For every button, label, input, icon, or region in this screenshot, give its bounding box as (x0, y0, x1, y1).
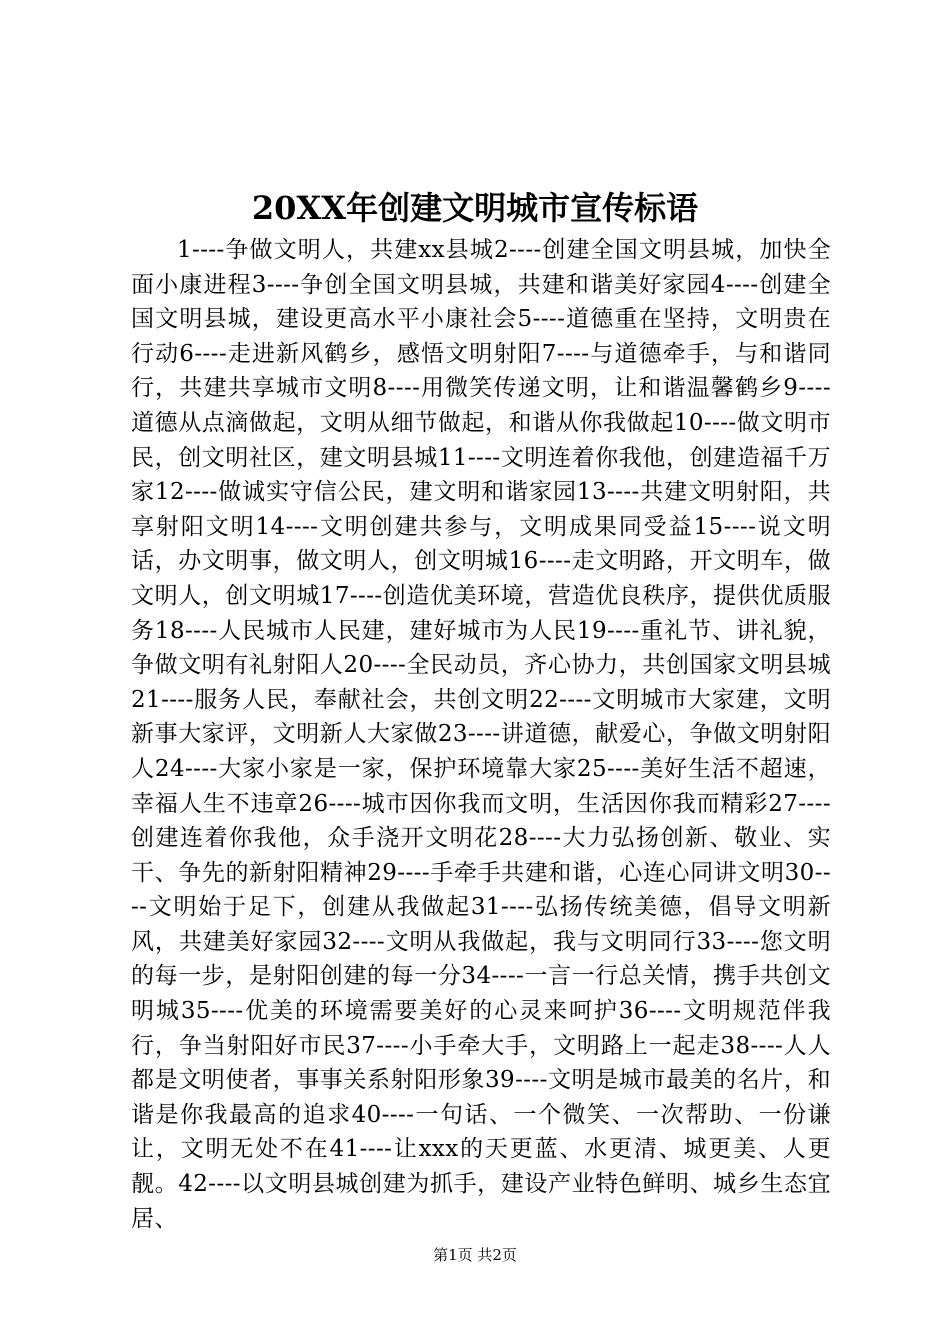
document-title: 20XX年创建文明城市宣传标语 (251, 189, 699, 227)
document-body: 1----争做文明人，共建xx县城2----创建全国文明县城，加快全面小康进程3----争创全国文明县城，共建和谐美好家园4----创建全国文明县城，建设更高水平小康社会5----道德重在坚持，文明贵在行动6----走进新风鹤乡，感悟文明射阳7----与道德牵手，与和谐同行，共建共享城市文明8----用微笑传递文明，让和谐温馨鹤乡9----道德从点滴做起，文明从细节做起，和谐从你我做起10----做文明市民，创文明社区，建文明县城11----文明连着你我他，创建造福千万家12----做诚实守信公民，建文明和谐家园13----共建文明射阳，共享射阳文明14----文明创建共参与，文明成果同受益15----说文明话，办文明事，做文明人，创文明城16----走文明路，开文明车，做文明人，创文明城17----创造优美环境，营造优良秩序，提供优质服务18----人民城市人民建，建好城市为人民19----重礼节、讲礼貌，争做文明有礼射阳人20----全民动员，齐心协力，共创国家文明县城21----服务人民，奉献社会，共创文明22----文明城市大家建，文明新事大家评，文明新人大家做23----讲道德，献爱心，争做文明射阳人24----大家小家是一家，保护环境靠大家25----美好生活不超速，幸福人生不违章26----城市因你我而文明，生活因你我而精彩27----创建连着你我他，众手浇开文明花28----大力弘扬创新、敬业、实干、争先的新射阳精神29----手牵手共建和谐，心连心同讲文明30----文明始于足下，创建从我做起31----弘扬传统美德，倡导文明新风，共建美好家园32----文明从我做起，我与文明同行33----您文明的每一步，是射阳创建的每一分34----一言一行总关情，携手共创文明城35----优美的环境需要美好的心灵来呵护36----文明规范伴我行，争当射阳好市民37----小手牵大手，文明路上一起走38----人人都是文明使者，事事关系射阳形象39----文明是城市最美的名片，和谐是你我最高的追求40----一句话、一个微笑、一次帮助、一份谦让，文明无处不在41----让xxx的天更蓝、水更清、城更美、人更靓。42----以文明县城创建为抓手，建设产业特色鲜明、城乡生态宜居、 (131, 237, 831, 1232)
page-number: 第1页 共2页 (433, 1246, 517, 1264)
